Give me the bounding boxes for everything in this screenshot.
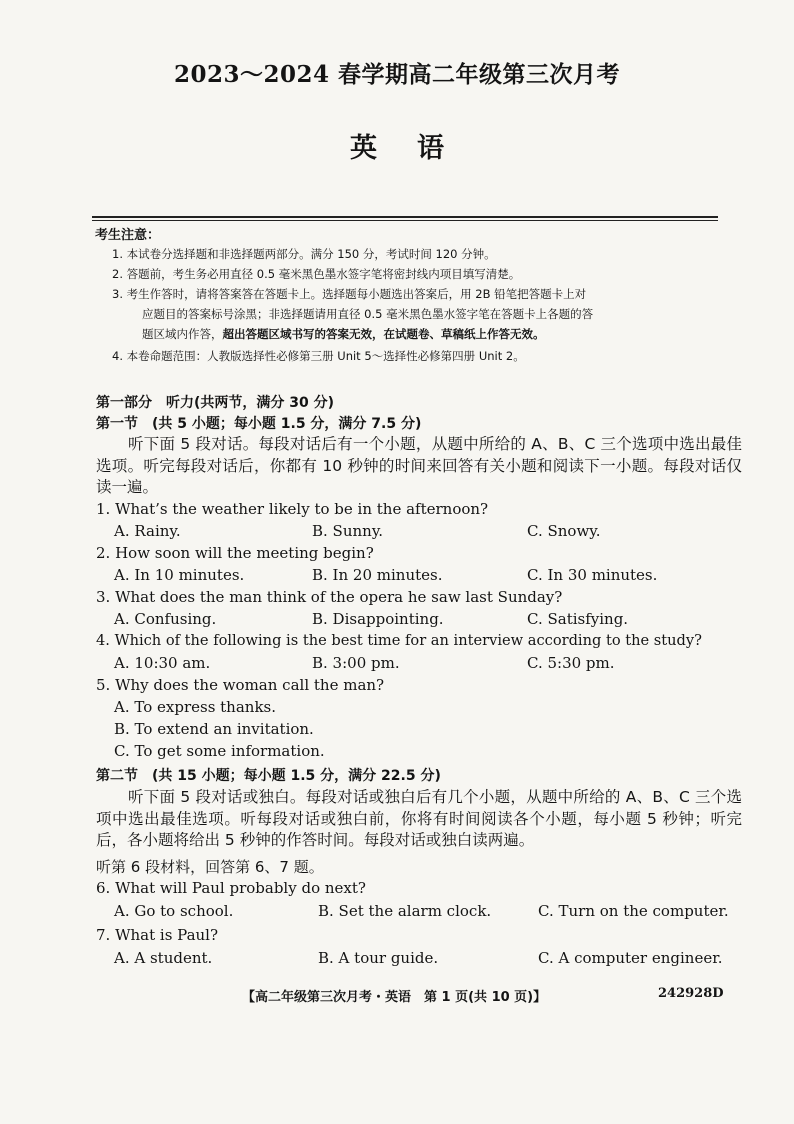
notice-item-3-bold: 超出答题区域书写的答案无效，在试题卷、草稿纸上作答无效。 bbox=[222, 327, 545, 341]
q4-option-b: B. 3:00 pm. bbox=[312, 654, 400, 672]
divider-thick bbox=[92, 216, 718, 218]
question-5: 5. Why does the woman call the man? bbox=[96, 676, 385, 694]
footer-exam-code: 242928D bbox=[658, 986, 724, 1001]
question-1: 1. What’s the weather likely to be in the afternoon? bbox=[96, 500, 489, 518]
q3-option-c: C. Satisfying. bbox=[527, 610, 629, 628]
part1-heading: 第一部分 听力(共两节，满分 30 分) bbox=[96, 395, 335, 411]
q4-option-a: A. 10:30 am. bbox=[114, 654, 211, 672]
q6-option-c: C. Turn on the computer. bbox=[538, 902, 729, 920]
notice-item-2: 2. 答题前，考生务必用直径 0.5 毫米黑色墨水签字笔将密封线内项目填写清楚。 bbox=[112, 267, 521, 281]
q7-option-c: C. A computer engineer. bbox=[538, 949, 723, 967]
notice-item-3-plain: 题区域内作答， bbox=[142, 327, 223, 341]
q1-option-c: C. Snowy. bbox=[527, 522, 601, 540]
q6-option-b: B. Set the alarm clock. bbox=[318, 902, 492, 920]
q2-option-b: B. In 20 minutes. bbox=[312, 566, 443, 584]
exam-title: 2023～2024 春学期高二年级第三次月考 bbox=[173, 61, 621, 88]
q4-option-c: C. 5:30 pm. bbox=[527, 654, 615, 672]
section1-instructions: 听下面 5 段对话。每段对话后有一个小题，从题中所给的 A、B、C 三个选项中选出最佳选项。听完每段对话后，你都有 10 秒钟的时间来回答有关小题和阅读下一小题。每段对话仅读一遍。 bbox=[96, 435, 742, 496]
question-6: 6. What will Paul probably do next? bbox=[96, 879, 366, 897]
section2-instructions: 听下面 5 段对话或独白。每段对话或独白后有几个小题，从题中所给的 A、B、C 三个选项中选出最佳选项。听每段对话或独白前，你将有时间阅读各个小题，每小题 5 秒钟；听完后，各小题将给出 5 秒钟的作答时间。每段对话或独白读两遍。 bbox=[96, 788, 742, 849]
notice-item-3-cont2 bbox=[112, 324, 747, 344]
notice-item-1: 1. 本试卷分选择题和非选择题两部分。满分 150 分，考试时间 120 分钟。 bbox=[112, 247, 496, 261]
q1-option-b: B. Sunny. bbox=[312, 522, 384, 540]
q3-option-b: B. Disappointing. bbox=[312, 610, 444, 628]
q5-option-a: A. To express thanks. bbox=[114, 698, 277, 716]
divider-thin bbox=[92, 220, 718, 221]
q5-option-c: C. To get some information. bbox=[114, 742, 325, 760]
q3-option-a: A. Confusing. bbox=[114, 610, 217, 628]
notice-item-4: 4. 本卷命题范围：人教版选择性必修第三册 Unit 5～选择性必修第四册 Unit 2。 bbox=[112, 349, 525, 363]
section2-heading: 第二节 (共 15 小题；每小题 1.5 分，满分 22.5 分) bbox=[96, 768, 441, 784]
question-7: 7. What is Paul? bbox=[96, 926, 219, 944]
q6-option-a: A. Go to school. bbox=[114, 902, 234, 920]
q5-option-b: B. To extend an invitation. bbox=[114, 720, 314, 738]
subject-title: 英语 bbox=[350, 133, 484, 164]
notice-item-3: 3. 考生作答时，请将答案答在答题卡上。选择题每小题选出答案后，用 2B 铅笔把答题卡上对 bbox=[112, 287, 587, 301]
q7-option-a: A. A student. bbox=[114, 949, 213, 967]
question-2: 2. How soon will the meeting begin? bbox=[96, 544, 374, 562]
section1-heading: 第一节 (共 5 小题；每小题 1.5 分，满分 7.5 分) bbox=[96, 416, 422, 432]
notice-item-3-cont: 应题目的答案标号涂黑；非选择题请用直径 0.5 毫米黑色墨水签字笔在答题卡上各题的答 bbox=[142, 307, 594, 321]
q2-option-a: A. In 10 minutes. bbox=[114, 566, 245, 584]
notice-heading: 考生注意： bbox=[95, 228, 161, 243]
q7-option-b: B. A tour guide. bbox=[318, 949, 439, 967]
q1-option-a: A. Rainy. bbox=[114, 522, 181, 540]
footer-page-info: 【高二年级第三次月考・英语 第 1 页(共 10 页)】 bbox=[242, 990, 547, 1005]
material-note: 听第 6 段材料，回答第 6、7 题。 bbox=[96, 858, 324, 876]
q2-option-c: C. In 30 minutes. bbox=[527, 566, 658, 584]
question-3: 3. What does the man think of the opera he saw last Sunday? bbox=[96, 588, 563, 606]
question-4: 4. Which of the following is the best time for an interview according to the study? bbox=[96, 632, 702, 649]
